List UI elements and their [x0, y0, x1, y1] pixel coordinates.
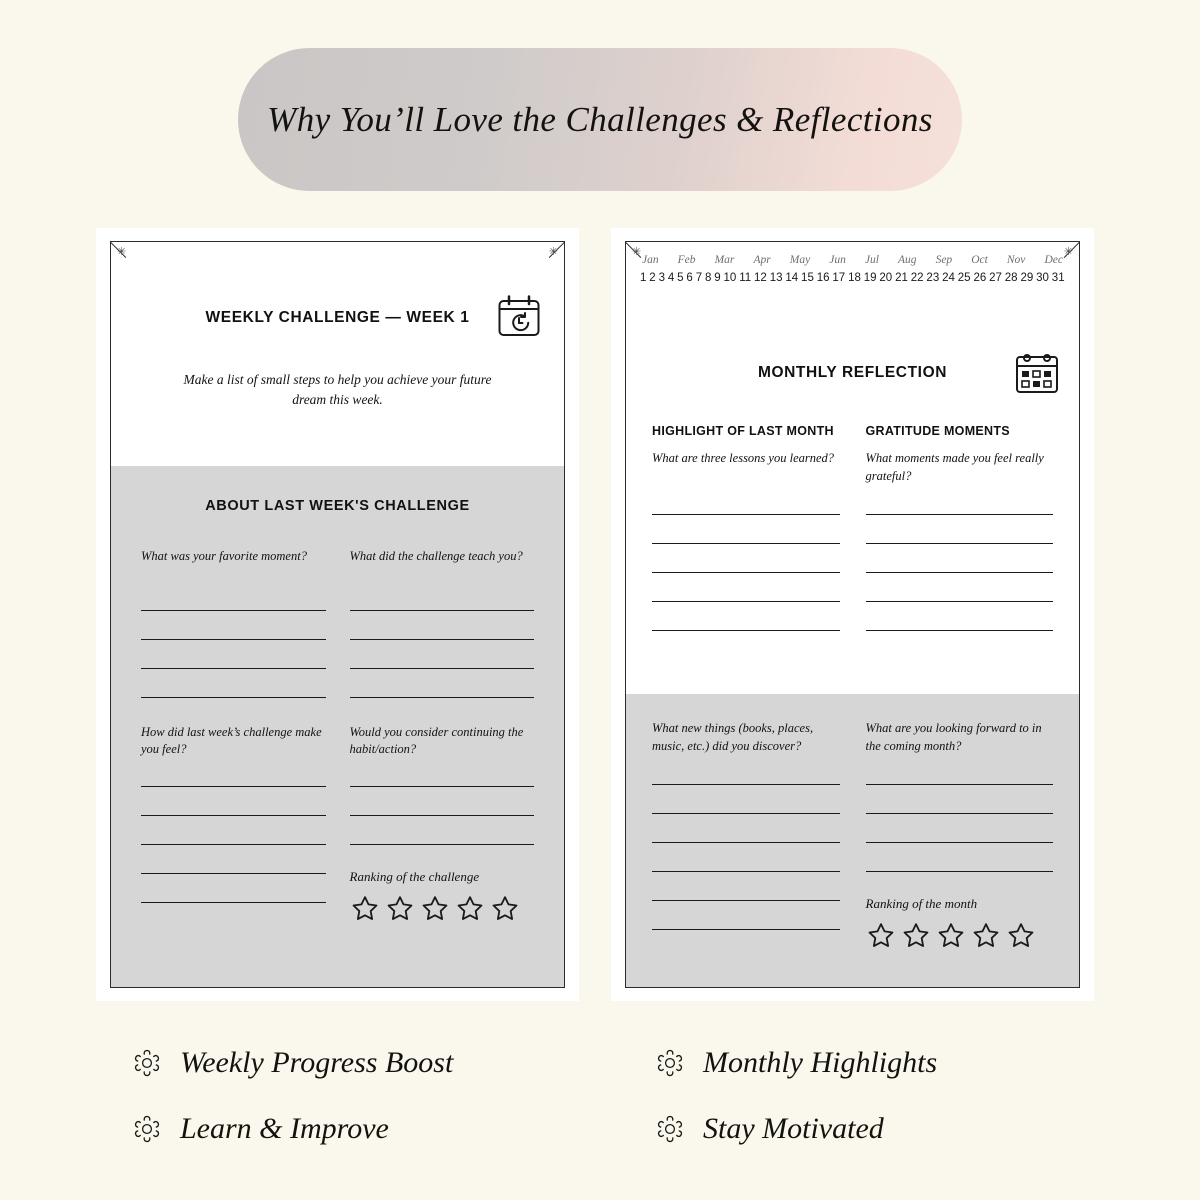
- weekly-question-label: How did last week’s challenge make you feel?: [141, 725, 322, 756]
- day-option[interactable]: 6: [686, 272, 693, 284]
- monthly-column: [652, 720, 840, 950]
- weekly-question-block: [350, 548, 535, 698]
- day-option[interactable]: 26: [973, 272, 987, 284]
- month-option[interactable]: Oct: [971, 254, 988, 266]
- day-option[interactable]: 28: [1004, 272, 1018, 284]
- weekly-question-label: What was your favorite moment?: [141, 549, 307, 563]
- weekly-sheet: [110, 241, 565, 988]
- monthly-column-question: What are you looking forward to in the coming month?: [865, 721, 1042, 753]
- day-option[interactable]: 10: [723, 272, 737, 284]
- day-option[interactable]: 30: [1036, 272, 1049, 284]
- weekly-question-block: [141, 724, 326, 923]
- banner: [238, 48, 962, 191]
- month-selector[interactable]: [626, 242, 1079, 266]
- feature-column-left: [132, 1046, 692, 1146]
- star-icon: [866, 921, 896, 950]
- monthly-column-heading: HIGHLIGHT OF LAST MONTH: [652, 424, 834, 438]
- weekly-challenge-card[interactable]: [96, 228, 579, 1001]
- month-option[interactable]: Jan: [642, 254, 659, 266]
- write-lines[interactable]: [350, 786, 535, 845]
- month-option[interactable]: May: [789, 254, 811, 266]
- write-lines[interactable]: [866, 784, 1054, 872]
- weekly-question-block: [350, 724, 535, 923]
- write-lines[interactable]: [141, 786, 326, 903]
- day-option[interactable]: 27: [989, 272, 1002, 284]
- monthly-column-heading: GRATITUDE MOMENTS: [865, 424, 1010, 438]
- weekly-subtitle: Make a list of small steps to help you achieve your future dream this week.: [183, 372, 492, 407]
- month-option[interactable]: Apr: [753, 254, 771, 266]
- weekly-rating-stars[interactable]: [350, 894, 535, 923]
- day-option[interactable]: 13: [769, 272, 783, 284]
- feature-label: Stay Motivated: [703, 1112, 884, 1145]
- day-option[interactable]: 14: [785, 272, 799, 284]
- day-option[interactable]: 11: [739, 272, 752, 284]
- feature-label: Weekly Progress Boost: [180, 1046, 454, 1079]
- day-option[interactable]: 23: [926, 272, 940, 284]
- weekly-header: [111, 242, 564, 466]
- write-lines[interactable]: [652, 514, 840, 631]
- month-option[interactable]: Mar: [714, 254, 735, 266]
- month-option[interactable]: Aug: [898, 254, 917, 266]
- weekly-rank-label: Ranking of the challenge: [349, 869, 480, 884]
- weekly-section-title: ABOUT LAST WEEK'S CHALLENGE: [205, 498, 470, 514]
- star-icon: [350, 894, 380, 923]
- day-selector[interactable]: [626, 266, 1079, 284]
- calendar-grid-icon: [1015, 352, 1059, 394]
- monthly-column-question: What moments made you feel really grateful?: [865, 451, 1044, 483]
- flower-icon: [132, 1048, 162, 1078]
- month-option[interactable]: Sep: [935, 254, 953, 266]
- monthly-rank-label: Ranking of the month: [865, 896, 978, 911]
- star-icon: [1006, 921, 1036, 950]
- page-title: Why You’ll Love the Challenges & Reflections: [267, 99, 933, 139]
- feature-item: [132, 1112, 692, 1146]
- day-option[interactable]: 7: [695, 272, 703, 284]
- month-option[interactable]: Jun: [829, 254, 846, 266]
- day-option[interactable]: 18: [848, 272, 861, 284]
- flower-icon: [655, 1114, 685, 1144]
- day-option[interactable]: 21: [895, 272, 908, 284]
- monthly-column-question: What are three lessons you learned?: [652, 451, 835, 465]
- monthly-column: [866, 720, 1054, 950]
- star-icon: [490, 894, 520, 923]
- month-option[interactable]: Jul: [864, 254, 879, 266]
- feature-label: Learn & Improve: [180, 1112, 389, 1145]
- calendar-clock-icon: [496, 294, 542, 340]
- day-option[interactable]: 3: [658, 272, 665, 284]
- asterisk-icon: ✳: [117, 246, 127, 258]
- day-option[interactable]: 29: [1020, 272, 1034, 284]
- monthly-rating-stars[interactable]: [866, 921, 1054, 950]
- feature-column-right: [655, 1046, 1175, 1146]
- star-icon: [455, 894, 485, 923]
- asterisk-icon: ✳: [632, 246, 642, 258]
- star-icon: [971, 921, 1001, 950]
- day-option[interactable]: 15: [801, 272, 814, 284]
- day-option[interactable]: 17: [832, 272, 846, 284]
- day-option[interactable]: 4: [667, 272, 675, 284]
- monthly-reflection-card[interactable]: [611, 228, 1094, 1001]
- weekly-question-label: What did the challenge teach you?: [349, 549, 523, 563]
- asterisk-icon: ✳: [1063, 246, 1073, 258]
- weekly-question-row-2: [141, 724, 534, 923]
- star-icon: [420, 894, 450, 923]
- monthly-top-columns: [652, 424, 1053, 631]
- day-option[interactable]: 2: [649, 272, 656, 284]
- monthly-column-question: What new things (books, places, music, etc.) did you discover?: [652, 721, 814, 753]
- star-icon: [385, 894, 415, 923]
- write-lines[interactable]: [141, 610, 326, 698]
- day-option[interactable]: 19: [863, 272, 877, 284]
- feature-item: [655, 1112, 1175, 1146]
- feature-item: [132, 1046, 692, 1080]
- day-option[interactable]: 20: [879, 272, 893, 284]
- star-icon: [901, 921, 931, 950]
- write-lines[interactable]: [866, 514, 1054, 631]
- day-option[interactable]: 12: [754, 272, 767, 284]
- flower-icon: [655, 1048, 685, 1078]
- weekly-title: WEEKLY CHALLENGE — WEEK 1: [205, 309, 470, 326]
- monthly-column: [652, 424, 840, 631]
- star-icon: [936, 921, 966, 950]
- weekly-review-panel: [111, 466, 564, 987]
- weekly-question-label: Would you consider continuing the habit/action?: [349, 725, 524, 756]
- flower-icon: [132, 1114, 162, 1144]
- feature-label: Monthly Highlights: [703, 1046, 938, 1079]
- day-option[interactable]: 9: [714, 272, 721, 284]
- asterisk-icon: ✳: [548, 246, 558, 258]
- weekly-question-row-1: [141, 548, 534, 698]
- day-option[interactable]: 31: [1051, 272, 1065, 284]
- write-lines[interactable]: [350, 610, 535, 698]
- monthly-sheet: [625, 241, 1080, 988]
- monthly-title: MONTHLY REFLECTION: [757, 364, 948, 381]
- monthly-bottom-columns: [652, 694, 1053, 950]
- write-lines[interactable]: [652, 784, 840, 930]
- day-option[interactable]: 8: [704, 272, 712, 284]
- day-option[interactable]: 22: [910, 272, 924, 284]
- day-option[interactable]: 24: [942, 272, 955, 284]
- month-option[interactable]: Dec: [1044, 254, 1063, 266]
- weekly-question-block: [141, 548, 326, 698]
- day-option[interactable]: 16: [816, 272, 830, 284]
- day-option[interactable]: 25: [957, 272, 971, 284]
- day-option[interactable]: 5: [677, 272, 684, 284]
- monthly-column: [866, 424, 1054, 631]
- monthly-lower-panel: [626, 694, 1079, 987]
- day-option[interactable]: 1: [640, 272, 647, 284]
- month-option[interactable]: Feb: [677, 254, 696, 266]
- feature-item: [655, 1046, 1175, 1080]
- monthly-header: [626, 284, 1079, 664]
- month-option[interactable]: Nov: [1006, 254, 1026, 266]
